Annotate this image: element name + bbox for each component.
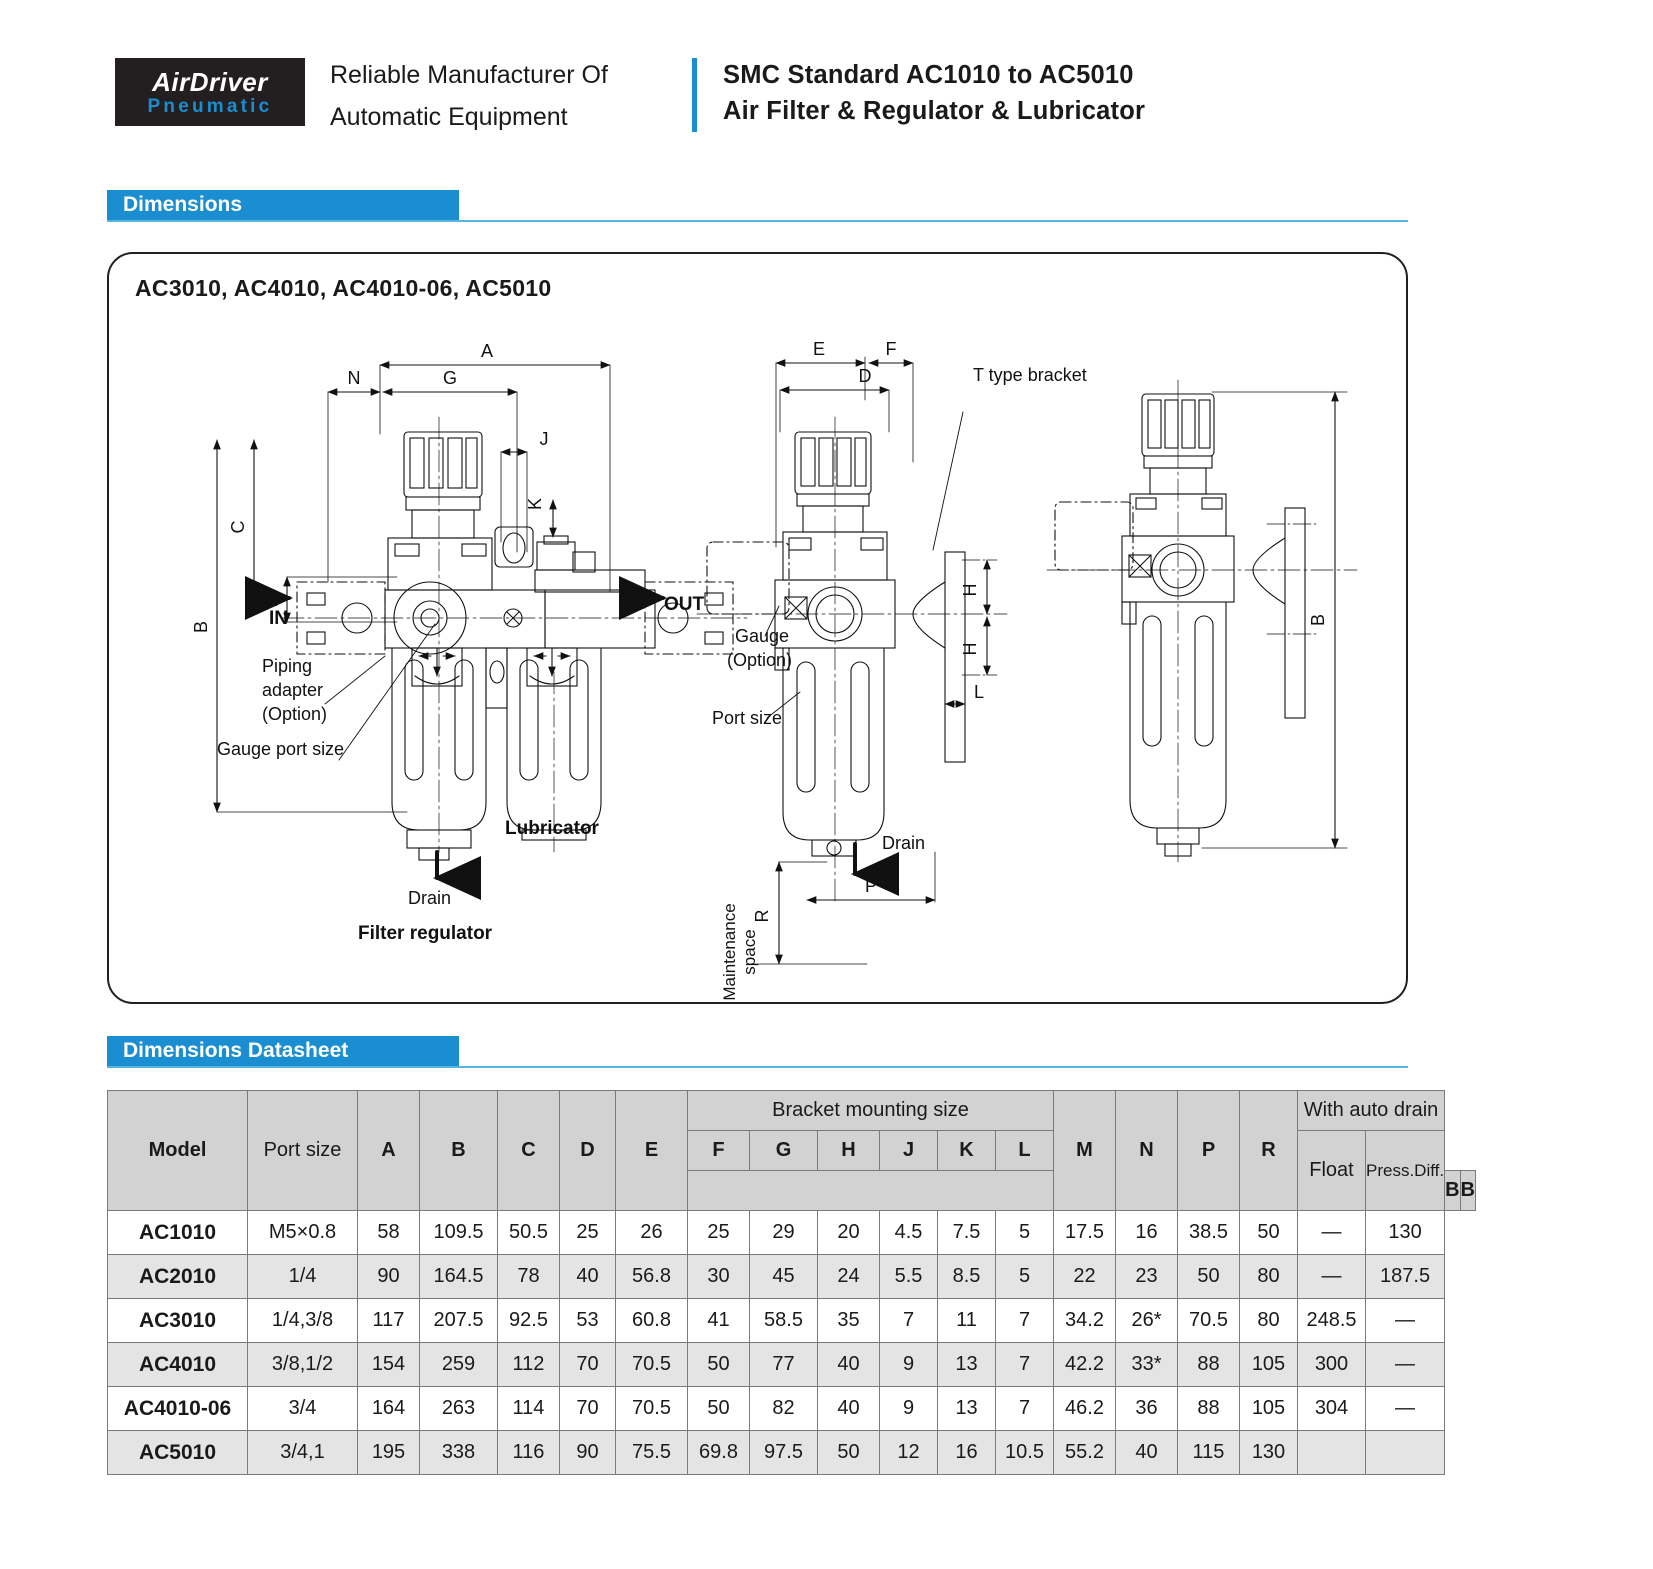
cell-l: 7: [996, 1343, 1054, 1387]
cell-p: 88: [1178, 1343, 1240, 1387]
svg-text:B: B: [191, 620, 211, 634]
cell-a: 90: [358, 1255, 420, 1299]
datasheet-banner-label: Dimensions Datasheet: [107, 1036, 459, 1066]
page-title-line-2: Air Filter & Regulator & Lubricator: [723, 97, 1146, 125]
svg-text:E: E: [812, 339, 826, 359]
svg-text:(Option): (Option): [262, 704, 328, 724]
cell-port: 3/4,1: [248, 1431, 358, 1475]
cell-float: [1298, 1431, 1366, 1475]
cell-f: 50: [688, 1387, 750, 1431]
table-row: [108, 1343, 1476, 1387]
cell-g: 58.5: [750, 1299, 818, 1343]
svg-text:G: G: [442, 368, 458, 388]
svg-text:A: A: [480, 341, 494, 361]
banner-underline: [107, 220, 1408, 222]
table-row: [108, 1431, 1476, 1475]
cell-r: 105: [1240, 1387, 1298, 1431]
cell-j: 12: [880, 1431, 938, 1475]
svg-text:adapter: adapter: [262, 680, 324, 700]
cell-press_diff: —: [1366, 1387, 1445, 1431]
cell-d: 90: [560, 1431, 616, 1475]
table-row: [108, 1255, 1476, 1299]
cell-n: 36: [1116, 1387, 1178, 1431]
th-b: B: [420, 1091, 498, 1211]
cell-b: 338: [420, 1431, 498, 1475]
label-drain-middle: Drain: [882, 833, 926, 853]
svg-text:P: P: [864, 876, 878, 896]
cell-float: —: [1298, 1211, 1366, 1255]
cell-m: 17.5: [1054, 1211, 1116, 1255]
cell-d: 53: [560, 1299, 616, 1343]
cell-float: 304: [1298, 1387, 1366, 1431]
cell-f: 30: [688, 1255, 750, 1299]
label-maintenance-space: Maintenance: [720, 903, 739, 1001]
cell-g: 29: [750, 1211, 818, 1255]
cell-c: 112: [498, 1343, 560, 1387]
cell-a: 164: [358, 1387, 420, 1431]
svg-text:M: M: [261, 592, 281, 608]
cell-r: 130: [1240, 1431, 1298, 1475]
page-title: [723, 57, 1145, 129]
cell-g: 45: [750, 1255, 818, 1299]
cell-a: 195: [358, 1431, 420, 1475]
cell-n: 23: [1116, 1255, 1178, 1299]
th-j: J: [880, 1131, 938, 1171]
cell-b: 263: [420, 1387, 498, 1431]
table-body: [108, 1211, 1476, 1475]
cell-h: 40: [818, 1343, 880, 1387]
svg-text:D: D: [858, 366, 872, 386]
cell-p: 115: [1178, 1431, 1240, 1475]
th-press-diff: Press.Diff.: [1366, 1131, 1445, 1211]
th-d: D: [560, 1091, 616, 1211]
th-with-auto-drain: With auto drain: [1298, 1091, 1445, 1131]
cell-port: 3/4: [248, 1387, 358, 1431]
th-float: Float: [1298, 1131, 1366, 1211]
svg-text:R: R: [752, 909, 772, 923]
svg-text:B: B: [1308, 613, 1328, 627]
cell-m: 42.2: [1054, 1343, 1116, 1387]
cell-float: 300: [1298, 1343, 1366, 1387]
cell-b: 164.5: [420, 1255, 498, 1299]
cell-c: 50.5: [498, 1211, 560, 1255]
label-gauge: Gauge: [735, 626, 790, 646]
cell-j: 7: [880, 1299, 938, 1343]
tagline-line-2: Automatic Equipment: [330, 103, 568, 131]
th-p: P: [1178, 1091, 1240, 1211]
svg-text:F: F: [885, 339, 897, 359]
svg-text:N: N: [347, 368, 361, 388]
cell-h: 24: [818, 1255, 880, 1299]
label-t-type-bracket: T type bracket: [973, 365, 1087, 385]
th-k: K: [938, 1131, 996, 1171]
cell-h: 35: [818, 1299, 880, 1343]
th-float-sub-b: B: [1445, 1171, 1460, 1211]
logo-secondary-text: Pneumatic: [147, 95, 273, 117]
cell-f: 50: [688, 1343, 750, 1387]
svg-text:(Option): (Option): [727, 650, 793, 670]
drawing-panel-title: AC3010, AC4010, AC4010-06, AC5010: [135, 275, 552, 301]
cell-model: AC4010: [108, 1343, 248, 1387]
cell-m: 55.2: [1054, 1431, 1116, 1475]
cell-model: AC2010: [108, 1255, 248, 1299]
cell-port: M5×0.8: [248, 1211, 358, 1255]
cell-n: 16: [1116, 1211, 1178, 1255]
th-l: L: [996, 1131, 1054, 1171]
svg-text:K: K: [525, 497, 545, 511]
cell-c: 92.5: [498, 1299, 560, 1343]
th-h: H: [818, 1131, 880, 1171]
dimensions-section-banner: [107, 190, 1408, 222]
cell-c: 78: [498, 1255, 560, 1299]
cell-a: 58: [358, 1211, 420, 1255]
cell-j: 9: [880, 1387, 938, 1431]
table-row: [108, 1387, 1476, 1431]
th-r: R: [1240, 1091, 1298, 1211]
cell-k: 7.5: [938, 1211, 996, 1255]
cell-r: 105: [1240, 1343, 1298, 1387]
cell-e: 60.8: [616, 1299, 688, 1343]
cell-m: 34.2: [1054, 1299, 1116, 1343]
cell-model: AC3010: [108, 1299, 248, 1343]
dimensions-datasheet-table: [107, 1090, 1476, 1475]
cell-c: 116: [498, 1431, 560, 1475]
cell-model: AC5010: [108, 1431, 248, 1475]
tagline-line-1: Reliable Manufacturer Of: [330, 61, 608, 89]
svg-text:IN: IN: [269, 608, 288, 629]
cell-g: 97.5: [750, 1431, 818, 1475]
th-press-diff-sub-b: B: [1460, 1171, 1475, 1211]
label-filter-regulator: Filter regulator: [358, 923, 493, 944]
cell-d: 70: [560, 1343, 616, 1387]
th-port-size: Port size: [248, 1091, 358, 1211]
cell-port: 1/4,3/8: [248, 1299, 358, 1343]
cell-j: 4.5: [880, 1211, 938, 1255]
cell-e: 70.5: [616, 1343, 688, 1387]
cell-f: 69.8: [688, 1431, 750, 1475]
cell-port: 3/8,1/2: [248, 1343, 358, 1387]
banner-underline-2: [107, 1066, 1408, 1068]
cell-m: 46.2: [1054, 1387, 1116, 1431]
cell-l: 7: [996, 1299, 1054, 1343]
cell-d: 70: [560, 1387, 616, 1431]
cell-float: —: [1298, 1255, 1366, 1299]
svg-text:space: space: [740, 929, 759, 975]
cell-press_diff: 187.5: [1366, 1255, 1445, 1299]
th-bracket-sub-spacer: [688, 1171, 1054, 1211]
brand-logo: [115, 58, 305, 126]
cell-r: 80: [1240, 1299, 1298, 1343]
cell-f: 41: [688, 1299, 750, 1343]
th-a: A: [358, 1091, 420, 1211]
dimensions-datasheet-table-wrap: [107, 1090, 1476, 1475]
cell-b: 207.5: [420, 1299, 498, 1343]
label-port-size: Port size: [712, 708, 783, 728]
cell-d: 40: [560, 1255, 616, 1299]
svg-text:H: H: [960, 642, 980, 656]
cell-h: 40: [818, 1387, 880, 1431]
cell-k: 11: [938, 1299, 996, 1343]
logo-primary-text: AirDriver: [152, 66, 268, 97]
page-header: [0, 0, 1653, 150]
svg-text:H: H: [960, 583, 980, 597]
cell-c: 114: [498, 1387, 560, 1431]
th-e: E: [616, 1091, 688, 1211]
cell-r: 80: [1240, 1255, 1298, 1299]
cell-p: 38.5: [1178, 1211, 1240, 1255]
cell-press_diff: —: [1366, 1299, 1445, 1343]
cell-port: 1/4: [248, 1255, 358, 1299]
company-tagline: [330, 54, 608, 138]
label-gauge-port-size: Gauge port size: [217, 739, 345, 759]
cell-float: 248.5: [1298, 1299, 1366, 1343]
cell-m: 22: [1054, 1255, 1116, 1299]
cell-n: 33*: [1116, 1343, 1178, 1387]
th-f: F: [688, 1131, 750, 1171]
svg-text:L: L: [973, 682, 985, 702]
cell-press_diff: [1366, 1431, 1445, 1475]
cell-h: 20: [818, 1211, 880, 1255]
label-drain-left: Drain: [408, 888, 452, 908]
cell-l: 5: [996, 1211, 1054, 1255]
svg-text:J: J: [539, 429, 549, 449]
title-divider: [692, 58, 697, 132]
label-lubricator: Lubricator: [505, 818, 599, 839]
cell-h: 50: [818, 1431, 880, 1475]
cell-g: 82: [750, 1387, 818, 1431]
cell-press_diff: —: [1366, 1343, 1445, 1387]
cell-j: 9: [880, 1343, 938, 1387]
th-g: G: [750, 1131, 818, 1171]
cell-d: 25: [560, 1211, 616, 1255]
svg-text:OUT: OUT: [664, 594, 705, 615]
cell-e: 70.5: [616, 1387, 688, 1431]
cell-k: 13: [938, 1343, 996, 1387]
cell-k: 16: [938, 1431, 996, 1475]
cell-j: 5.5: [880, 1255, 938, 1299]
cell-k: 13: [938, 1387, 996, 1431]
cell-l: 7: [996, 1387, 1054, 1431]
table-row: [108, 1299, 1476, 1343]
cell-l: 5: [996, 1255, 1054, 1299]
th-bracket-mounting-size: Bracket mounting size: [688, 1091, 1054, 1131]
cell-a: 117: [358, 1299, 420, 1343]
th-c: C: [498, 1091, 560, 1211]
cell-b: 259: [420, 1343, 498, 1387]
cell-model: AC4010-06: [108, 1387, 248, 1431]
cell-p: 88: [1178, 1387, 1240, 1431]
cell-a: 154: [358, 1343, 420, 1387]
cell-g: 77: [750, 1343, 818, 1387]
cell-e: 75.5: [616, 1431, 688, 1475]
svg-text:C: C: [228, 520, 248, 534]
cell-p: 70.5: [1178, 1299, 1240, 1343]
th-n: N: [1116, 1091, 1178, 1211]
cell-l: 10.5: [996, 1431, 1054, 1475]
technical-drawings: [107, 252, 1408, 1004]
th-model: Model: [108, 1091, 248, 1211]
label-piping-adapter: Piping: [262, 656, 313, 676]
page-title-line-1: SMC Standard AC1010 to AC5010: [723, 61, 1134, 89]
cell-n: 40: [1116, 1431, 1178, 1475]
cell-press_diff: 130: [1366, 1211, 1445, 1255]
cell-f: 25: [688, 1211, 750, 1255]
cell-e: 26: [616, 1211, 688, 1255]
cell-b: 109.5: [420, 1211, 498, 1255]
cell-e: 56.8: [616, 1255, 688, 1299]
cell-n: 26*: [1116, 1299, 1178, 1343]
cell-k: 8.5: [938, 1255, 996, 1299]
dimensions-banner-label: Dimensions: [107, 190, 459, 220]
cell-r: 50: [1240, 1211, 1298, 1255]
cell-model: AC1010: [108, 1211, 248, 1255]
cell-p: 50: [1178, 1255, 1240, 1299]
table-row: [108, 1211, 1476, 1255]
datasheet-section-banner: [107, 1036, 1408, 1068]
th-m: M: [1054, 1091, 1116, 1211]
